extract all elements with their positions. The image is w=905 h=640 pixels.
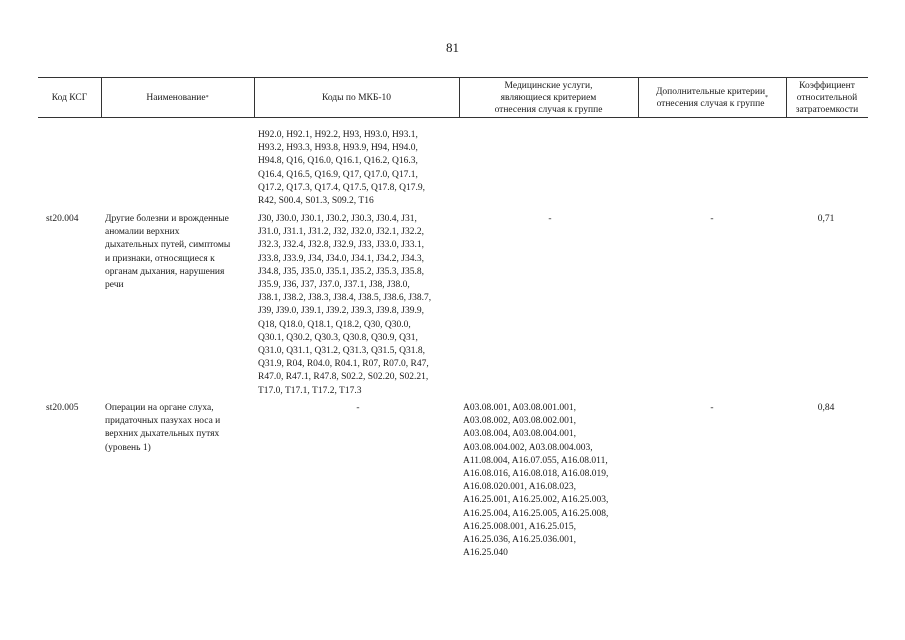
column-header-name: Наименование * bbox=[146, 92, 209, 103]
row-1-code: st20.004 bbox=[46, 214, 79, 224]
column-header-services-label: Медицинские услуги, являющиеся критерием отнесения случая к группе bbox=[494, 80, 603, 115]
column-header-services bbox=[459, 78, 638, 117]
row-0-mkb-codes: H92.0, H92.1, H92.2, H93, H93.0, H93.1, H93.2, H93.3, H93.8, H93.9, H94, H94.0, H94.8, Q16, Q16.0, Q16.1, Q16.2, Q16.3, Q16.4, Q16.5, Q16.9, Q17, Q17.0, Q17.1, Q17.2, Q17.3, Q17.4, Q17.5, Q17.8, Q17.9, R42, S00.4, S01.3, S09.2, T16 bbox=[258, 130, 426, 207]
row-1-name: Другие болезни и врожденные аномалии верхних дыхательных путей, симптомы и признаки, относящиеся к органам дыхания, нарушения речи bbox=[105, 214, 231, 291]
column-header-name-label: Наименование bbox=[146, 92, 206, 103]
column-header-coefficient bbox=[786, 78, 868, 117]
column-header-mkb-label: Коды по МКБ-10 bbox=[321, 92, 392, 103]
column-header-mkb bbox=[254, 78, 459, 117]
row-2-code: st20.005 bbox=[46, 403, 79, 413]
column-header-code bbox=[38, 78, 101, 117]
row-2-criteria: - bbox=[710, 403, 714, 413]
column-header-code-label: Код КСГ bbox=[51, 92, 88, 103]
row-2-mkb-codes: - bbox=[356, 403, 360, 413]
row-2-coefficient: 0,84 bbox=[817, 403, 835, 413]
column-header-criteria: Дополнительные критерии отнесения случая к группе * bbox=[655, 86, 769, 109]
row-2-name: Операции на органе слуха, придаточных пазухах носа и верхних дыхательных путях (уровень 1) bbox=[105, 403, 221, 453]
row-1-criteria: - bbox=[710, 214, 714, 224]
column-header-coefficient-label: Коэффициент относительной затратоемкости bbox=[795, 80, 859, 115]
column-header-criteria-label: Дополнительные критерии отнесения случая к группе bbox=[655, 86, 766, 109]
page-number: 81 bbox=[446, 40, 459, 55]
header-bottom-rule bbox=[38, 117, 868, 118]
row-1-coefficient: 0,71 bbox=[817, 214, 835, 224]
row-1-services: - bbox=[548, 214, 552, 224]
row-1-mkb-codes: J30, J30.0, J30.1, J30.2, J30.3, J30.4, J31, J31.0, J31.1, J31.2, J32, J32.0, J32.1, J32.2, J32.3, J32.4, J32.8, J32.9, J33, J33.0, J33.1, J33.8, J33.9, J34, J34.0, J34.1, J34.2, J34.3, J34.8, J35, J35.0, J35.1, J35.2, J35.3, J35.8, J35.9, J36, J37, J37.0, J37.1, J38, J38.0, J38.1, J38.2, J38.3, J38.4, J38.5, J38.6, J38.7, J39, J39.0, J39.1, J39.2, J39.3, J39.8, J39.9, Q18, Q18.0, Q18.1, Q18.2, Q30, Q30.0, Q30.1, Q30.2, Q30.3, Q30.8, Q30.9, Q31, Q31.0, Q31.1, Q31.2, Q31.3, Q31.5, Q31.8, Q31.9, R04, R04.0, R04.1, R07, R07.0, R47, R47.0, R47.1, R47.8, S02.2, S02.20, S02.21, T17.0, T17.1, T17.2, T17.3 bbox=[258, 214, 432, 396]
row-2-services: A03.08.001, A03.08.001.001, A03.08.002, A03.08.002.001, A03.08.004, A03.08.004.001, A03.08.004.002, A03.08.004.003, A11.08.004, A16.07.055, A16.08.011, A16.08.016, A16.08.018, A16.08.019, A16.08.020.001, A16.08.023, A16.25.001, A16.25.002, A16.25.003, A16.25.004, A16.25.005, A16.25.008, A16.25.008.001, A16.25.015, A16.25.036, A16.25.036.001, A16.25.040 bbox=[463, 403, 609, 559]
